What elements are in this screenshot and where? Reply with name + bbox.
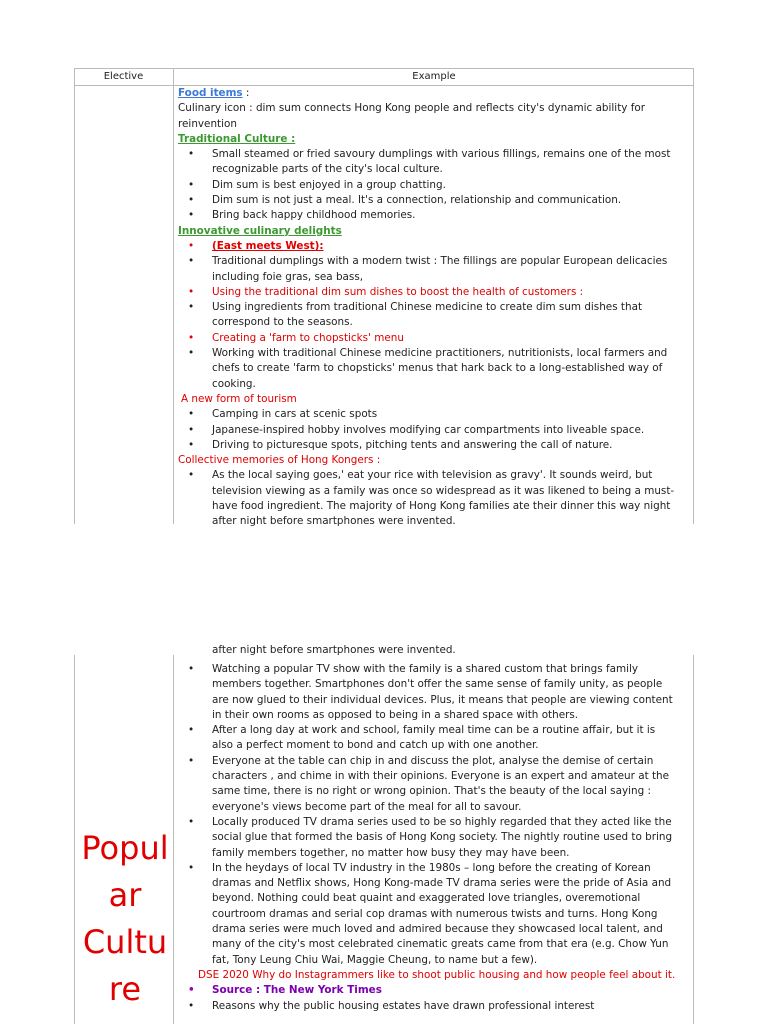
list-item-text: members together. Smartphones don't offer the same sense of family unity, as people [212,678,663,691]
list-item [178,754,690,815]
list-item-text: television viewing as a family was once so widespread as it was likened to being a must- [212,484,675,497]
column-header-elective: Elective [103,71,144,82]
list-item-text: family members together, no matter how busy they may have been. [212,846,570,859]
list-item [178,254,690,285]
collective-memories-heading: Collective memories of Hong Kongers : [178,454,381,467]
example-cell-page-1 [178,86,690,530]
list-item: • Dim sum is best enjoyed in a group chatting. [178,178,690,193]
cut-off-line: after night before smartphones were invented. [212,644,456,656]
list-item-text: • Using ingredients from traditional Chinese medicine to create dim sum dishes that [212,301,643,314]
list-item-text: dramas and Netflix shows, Hong Kong-made TV drama series were the pride of Asia and [212,877,672,890]
list-item-text: recognizable parts of the city's local culture. [212,163,443,176]
list-item-text: many of the city's most celebrated cinematic greats came from that era (e.g. Chow Yun [212,938,669,951]
east-meets-west-label: (East meets West): [212,239,324,252]
list-item [178,346,690,392]
elective-title-line: Popul [81,829,169,867]
list-item-text: after night before smartphones were invented. [212,515,456,528]
culinary-icon-line: reinvention [178,117,237,130]
innovative-heading: Innovative culinary delights [178,224,342,237]
list-item [178,983,690,998]
list-item-text: beyond. Nothing could beat quaint and exaggerated love triangles, overemotional [212,892,641,905]
food-items-heading: Food items [178,87,243,99]
list-item: • Reasons why the public housing estates have drawn professional interest [178,999,690,1014]
list-item-text: • Everyone at the table can chip in and discuss the plot, analyse the demise of certain [212,754,654,767]
list-item-text: cooking. [212,377,256,390]
list-item-text: • In the heydays of local TV industry in the 1980s – long before the creating of Korean [212,861,651,874]
list-item [178,723,690,754]
food-items-colon: : [242,87,250,99]
list-item: • Dim sum is not just a meal. It's a connection, relationship and communication. [178,193,690,208]
culinary-icon-line: Culinary icon : dim sum connects Hong Kong people and reflects city's dynamic ability for [178,102,646,115]
list-item [178,239,690,254]
list-item [178,815,690,861]
list-item-text: social glue that formed the basis of Hong Kong society. The nightly routine used to bring [212,831,673,844]
example-cell-page-2 [178,644,690,1014]
list-item-text: • Locally produced TV drama series used to be so highly regarded that they acted like the [212,815,672,828]
list-item-text: fat, Tony Leung Chiu Wai, Maggie Cheung, to name but a few). [212,953,538,966]
list-item [178,861,690,968]
elective-title-line: re [108,970,142,1008]
column-header-example: Example [412,71,456,82]
list-item-text: drama series were much loved and admired because they showcased local talent, and [212,923,663,936]
list-item-text: • Small steamed or fried savoury dumplings with various fillings, remains one of the most [212,148,671,161]
list-item-text: same time, there is no right or wrong opinion. That's the beauty of the local saying : [212,785,651,798]
list-item: • Bring back happy childhood memories. [178,208,690,223]
traditional-culture-heading: Traditional Culture : [178,132,296,145]
list-item-text: characters , and chime in with their opinions. Everyone is an expert and amateur at the [212,770,669,783]
list-item [178,468,690,529]
list-item-text: chefs to create 'farm to chopsticks' menus that hark back to a long-established way of [212,362,663,375]
list-item: • Camping in cars at scenic spots [178,407,690,422]
list-item [178,662,690,723]
list-item: • Using the traditional dim sum dishes to boost the health of customers : [178,285,690,300]
elective-title-line: ar [108,876,142,914]
list-item [178,300,690,331]
list-item-text: • After a long day at work and school, family meal time can be a routine affair, but it is [212,724,656,737]
list-item [178,147,690,178]
list-item-text: • Watching a popular TV show with the family is a shared custom that brings family [212,663,639,675]
list-item-text: • As the local saying goes,' eat your rice with television as gravy'. It sounds weird, but [212,469,653,482]
list-item-text: including foie gras, sea bass, [212,270,364,283]
list-item-text: everyone's views become part of the meal for all to savour. [212,800,522,813]
elective-title-line: Cultu [82,923,168,961]
document-page-1 [74,68,694,528]
tourism-heading: A new form of tourism [181,392,297,405]
list-item: • Japanese-inspired hobby involves modifying car compartments into liveable space. [178,423,690,438]
dse-question-line: DSE 2020 Why do Instagrammers like to shoot public housing and how people feel about it. [198,968,676,981]
list-item-text: • Traditional dumplings with a modern twist : The fillings are popular European delicacies [212,255,668,268]
list-item-text: are now glued to their individual devices. Plus, it means that people are viewing content [212,693,673,706]
list-item: • Driving to picturesque spots, pitching tents and answering the call of nature. [178,438,690,453]
document-page-2 [74,644,694,1024]
list-item-text: correspond to the seasons. [212,316,353,329]
source-label: Source : The New York Times [212,984,382,997]
elective-title [74,825,176,1013]
list-item-text: in their own rooms as opposed to being in a shared space with others. [212,708,579,721]
list-item-text: courtroom dramas and serial cop dramas with numerous twists and turns. Hong Kong [212,907,658,920]
list-item-text: also a perfect moment to bond and catch up with one another. [212,739,539,752]
list-item-text: • Working with traditional Chinese medicine practitioners, nutritionists, local farmers and [212,347,668,360]
list-item-text: have food ingredient. The majority of Hong Kong families ate their dinner this way night [212,500,671,513]
list-item: • Creating a 'farm to chopsticks' menu [178,331,690,346]
